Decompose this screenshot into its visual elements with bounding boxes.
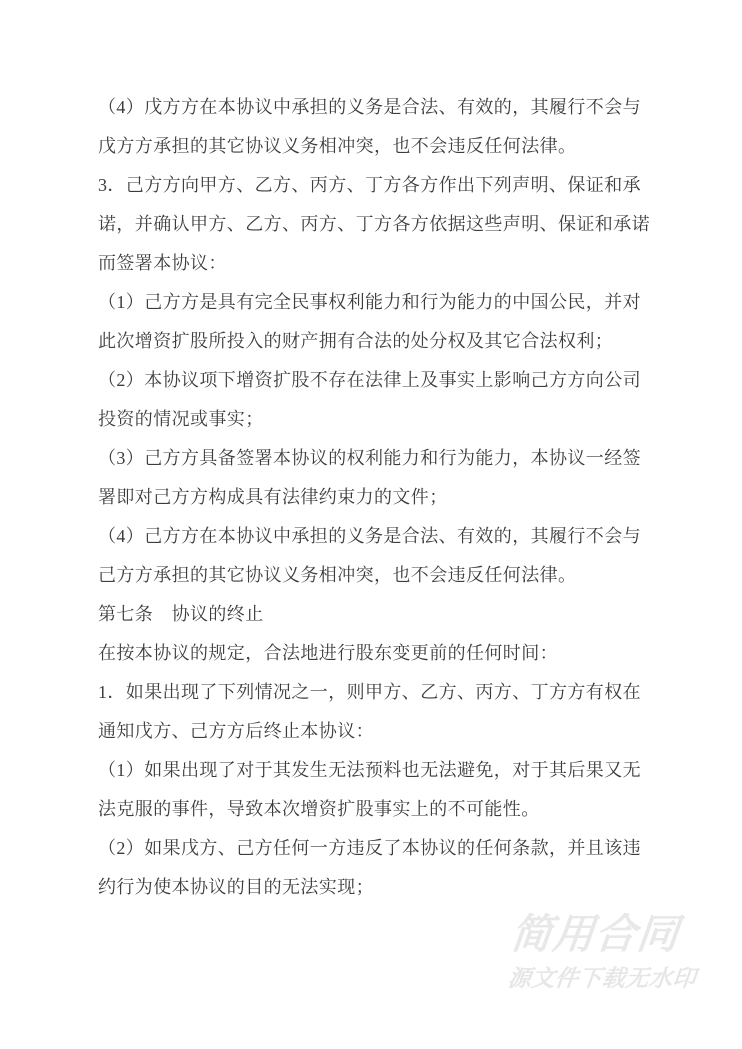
document-body xyxy=(98,88,654,907)
text-line: 在按本协议的规定，合法地进行股东变更前的任何时间： xyxy=(98,643,558,663)
watermark-tagline-text: 源文件下载无水印 xyxy=(506,965,698,991)
text-line: 诺，并确认甲方、乙方、丙方、丁方各方依据这些声明、保证和承诺 xyxy=(98,214,650,234)
text-line: （4）戊方方在本协议中承担的义务是合法、有效的，其履行不会与 xyxy=(98,97,641,117)
text-line: 第七条 协议的终止 xyxy=(98,604,264,624)
paragraph xyxy=(98,751,654,829)
text-line: 投资的情况或事实； xyxy=(98,409,264,429)
text-line: （1）如果出现了对于其发生无法预料也无法避免，对于其后果又无 xyxy=(98,760,641,780)
paragraph xyxy=(98,517,654,595)
text-line: （2）如果戊方、己方任何一方违反了本协议的任何条款，并且该违 xyxy=(98,838,641,858)
text-line: 1．如果出现了下列情况之一，则甲方、乙方、丙方、丁方方有权在 xyxy=(98,682,641,702)
text-line: 法克服的事件，导致本次增资扩股事实上的不可能性。 xyxy=(98,799,540,819)
text-line: （2）本协议项下增资扩股不存在法律上及事实上影响己方方向公司 xyxy=(98,370,641,390)
text-line: 而签署本协议： xyxy=(98,253,227,273)
paragraph xyxy=(98,673,654,751)
paragraph xyxy=(98,439,654,517)
paragraph xyxy=(98,166,654,283)
text-line: 约行为使本协议的目的无法实现； xyxy=(98,877,374,897)
paragraph xyxy=(98,829,654,907)
text-line: 此次增资扩股所投入的财产拥有合法的处分权及其它合法权利； xyxy=(98,331,614,351)
text-line: （4）己方方在本协议中承担的义务是合法、有效的，其履行不会与 xyxy=(98,526,641,546)
text-line: 戊方方承担的其它协议义务相冲突，也不会违反任何法律。 xyxy=(98,136,577,156)
watermark-brand-text: 简用合同 xyxy=(508,911,682,957)
paragraph xyxy=(98,361,654,439)
paragraph xyxy=(98,88,654,166)
text-line: （3）己方方具备签署本协议的权利能力和行为能力，本协议一经签 xyxy=(98,448,641,468)
text-line: 己方方承担的其它协议义务相冲突，也不会违反任何法律。 xyxy=(98,565,577,585)
text-line: 3．己方方向甲方、乙方、丙方、丁方各方作出下列声明、保证和承 xyxy=(98,175,641,195)
section-heading xyxy=(98,595,654,634)
paragraph xyxy=(98,283,654,361)
text-line: （1）己方方是具有完全民事权利能力和行为能力的中国公民，并对 xyxy=(98,292,641,312)
paragraph xyxy=(98,634,654,673)
text-line: 署即对己方方构成具有法律约束力的文件； xyxy=(98,487,448,507)
text-line: 通知戊方、己方方后终止本协议： xyxy=(98,721,374,741)
